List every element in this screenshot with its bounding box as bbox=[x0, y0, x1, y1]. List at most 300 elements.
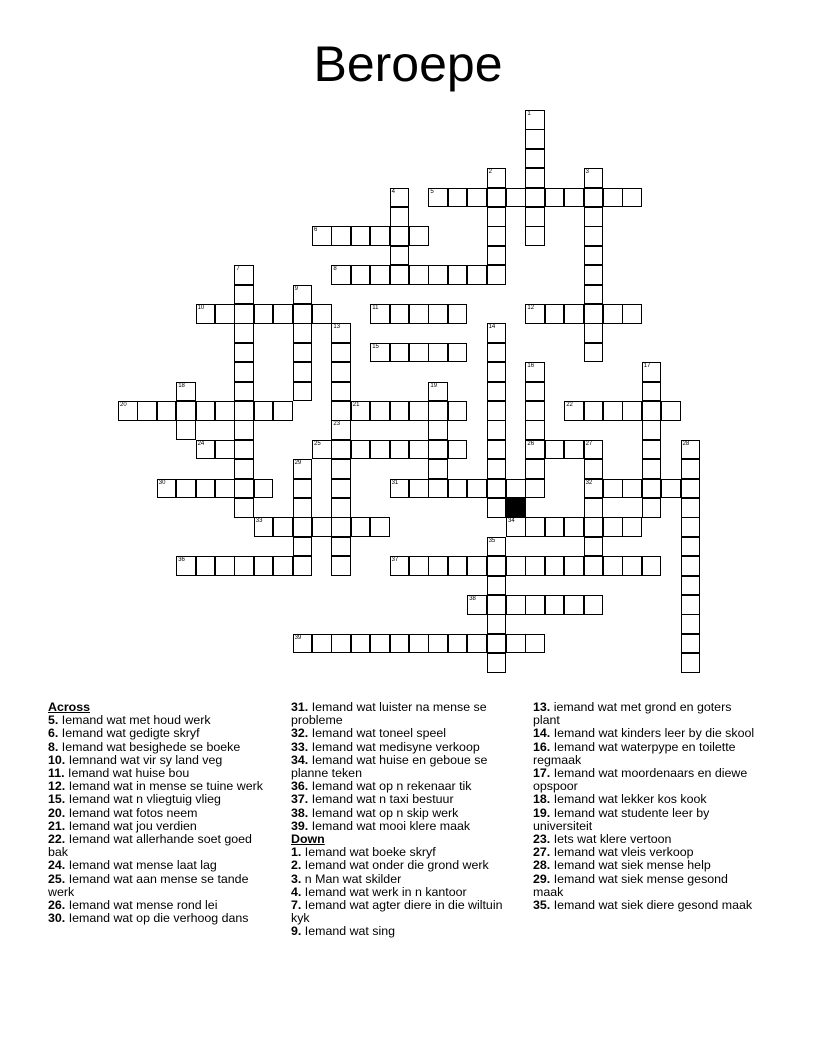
cell-number: 25 bbox=[314, 440, 321, 447]
grid-cell[interactable] bbox=[525, 188, 545, 208]
grid-cell[interactable] bbox=[525, 304, 545, 324]
grid-cell[interactable] bbox=[293, 382, 313, 402]
grid-cell[interactable] bbox=[176, 382, 196, 402]
grid-cell[interactable] bbox=[428, 479, 448, 499]
grid-cell[interactable] bbox=[467, 634, 487, 654]
grid-cell[interactable] bbox=[448, 188, 468, 208]
grid-cell[interactable] bbox=[370, 265, 390, 285]
grid-cell[interactable] bbox=[409, 304, 429, 324]
grid-cell[interactable] bbox=[157, 479, 177, 499]
grid-cell[interactable] bbox=[584, 265, 604, 285]
clue-text: Iemand wat boeke skryf bbox=[304, 845, 436, 860]
grid-cell[interactable] bbox=[506, 556, 526, 576]
grid-cell[interactable] bbox=[642, 401, 662, 421]
grid-cell[interactable] bbox=[254, 556, 274, 576]
grid-cell[interactable] bbox=[370, 304, 390, 324]
grid-cell[interactable] bbox=[584, 343, 604, 363]
grid-cell[interactable] bbox=[351, 401, 371, 421]
grid-cell[interactable] bbox=[661, 401, 681, 421]
grid-cell[interactable] bbox=[545, 556, 565, 576]
grid-cell[interactable] bbox=[448, 479, 468, 499]
grid-cell[interactable] bbox=[642, 556, 662, 576]
grid-cell[interactable] bbox=[390, 401, 410, 421]
grid-cell[interactable] bbox=[273, 556, 293, 576]
grid-cell[interactable] bbox=[525, 362, 545, 382]
grid-cell[interactable] bbox=[545, 304, 565, 324]
grid-cell[interactable] bbox=[506, 479, 526, 499]
grid-cell[interactable] bbox=[525, 420, 545, 440]
clue-number: 12. bbox=[48, 779, 66, 794]
grid-cell[interactable] bbox=[370, 634, 390, 654]
grid-cell[interactable] bbox=[331, 479, 351, 499]
grid-cell[interactable] bbox=[390, 246, 410, 266]
across-clue-list-a bbox=[48, 714, 273, 925]
clue-text: Iemnand wat vir sy land veg bbox=[68, 752, 223, 767]
grid-cell[interactable] bbox=[196, 556, 216, 576]
grid-cell[interactable] bbox=[622, 479, 642, 499]
grid-cell[interactable] bbox=[681, 440, 701, 460]
grid-cell[interactable] bbox=[642, 362, 662, 382]
grid-cell[interactable] bbox=[428, 556, 448, 576]
grid-cell[interactable] bbox=[487, 634, 507, 654]
grid-cell[interactable] bbox=[642, 440, 662, 460]
clue-number: 3. bbox=[291, 871, 302, 886]
grid-cell[interactable] bbox=[642, 382, 662, 402]
grid-cell[interactable] bbox=[409, 343, 429, 363]
grid-cell[interactable] bbox=[584, 188, 604, 208]
grid-cell[interactable] bbox=[487, 323, 507, 343]
grid-cell[interactable] bbox=[564, 188, 584, 208]
grid-cell[interactable] bbox=[234, 265, 254, 285]
clue-text: Iets wat klere vertoon bbox=[553, 832, 672, 847]
grid-cell[interactable] bbox=[370, 226, 390, 246]
grid-cell[interactable] bbox=[564, 304, 584, 324]
grid-cell[interactable] bbox=[390, 479, 410, 499]
cell-number: 30 bbox=[158, 479, 166, 486]
clues-column-2 bbox=[291, 701, 513, 939]
grid-cell[interactable] bbox=[622, 304, 642, 324]
grid-cell[interactable] bbox=[681, 479, 701, 499]
grid-cell[interactable] bbox=[525, 595, 545, 615]
grid-cell[interactable] bbox=[215, 440, 235, 460]
grid-cell[interactable] bbox=[487, 459, 507, 479]
grid-cell[interactable] bbox=[234, 479, 254, 499]
grid-cell[interactable] bbox=[642, 479, 662, 499]
grid-cell[interactable] bbox=[409, 226, 429, 246]
grid-cell[interactable] bbox=[176, 479, 196, 499]
grid-cell[interactable] bbox=[525, 382, 545, 402]
grid-cell[interactable] bbox=[390, 634, 410, 654]
grid-cell[interactable] bbox=[584, 401, 604, 421]
clue-text: Iemand wat onder die grond werk bbox=[304, 858, 489, 873]
grid-cell[interactable] bbox=[351, 226, 371, 246]
grid-cell[interactable] bbox=[331, 459, 351, 479]
grid-cell[interactable] bbox=[234, 498, 254, 518]
grid-cell[interactable] bbox=[331, 226, 351, 246]
grid-cell[interactable] bbox=[545, 440, 565, 460]
grid-cell[interactable] bbox=[215, 556, 235, 576]
grid-cell[interactable] bbox=[525, 149, 545, 169]
grid-cell[interactable] bbox=[467, 265, 487, 285]
grid-cell[interactable] bbox=[467, 188, 487, 208]
grid-cell[interactable] bbox=[603, 188, 623, 208]
clue-text: Iemand wat lekker kos kook bbox=[553, 792, 707, 807]
grid-cell[interactable] bbox=[448, 556, 468, 576]
grid-cell[interactable] bbox=[487, 595, 507, 615]
grid-cell[interactable] bbox=[603, 479, 623, 499]
grid-cell[interactable] bbox=[681, 614, 701, 634]
grid-cell[interactable] bbox=[234, 343, 254, 363]
grid-cell[interactable] bbox=[584, 459, 604, 479]
grid-cell[interactable] bbox=[331, 401, 351, 421]
grid-cell[interactable] bbox=[525, 479, 545, 499]
grid-cell[interactable] bbox=[351, 440, 371, 460]
grid-cell[interactable] bbox=[331, 323, 351, 343]
grid-cell[interactable] bbox=[196, 304, 216, 324]
grid-cell[interactable] bbox=[584, 479, 604, 499]
grid-cell[interactable] bbox=[428, 634, 448, 654]
grid-cell[interactable] bbox=[390, 226, 410, 246]
grid-cell[interactable] bbox=[487, 537, 507, 557]
grid-cell[interactable] bbox=[584, 246, 604, 266]
grid-cell[interactable] bbox=[390, 188, 410, 208]
grid-cell[interactable] bbox=[351, 517, 371, 537]
grid-cell[interactable] bbox=[312, 634, 332, 654]
grid-cell[interactable] bbox=[681, 653, 701, 673]
grid-cell[interactable] bbox=[428, 401, 448, 421]
grid-cell[interactable] bbox=[448, 401, 468, 421]
grid-cell[interactable] bbox=[448, 343, 468, 363]
down-clue-list-a bbox=[291, 846, 513, 938]
grid-cell[interactable] bbox=[564, 517, 584, 537]
grid-cell[interactable] bbox=[584, 595, 604, 615]
clue-text: Iemand wat siek mense help bbox=[553, 858, 711, 873]
grid-cell[interactable] bbox=[390, 556, 410, 576]
grid-cell[interactable] bbox=[642, 420, 662, 440]
grid-cell[interactable] bbox=[525, 440, 545, 460]
grid-cell[interactable] bbox=[176, 420, 196, 440]
grid-cell[interactable] bbox=[584, 304, 604, 324]
clue-number: 23. bbox=[533, 832, 551, 847]
clue-text: Iemand wat gedigte skryf bbox=[61, 726, 200, 741]
grid-cell[interactable] bbox=[487, 343, 507, 363]
clue-text: Iemand wat siek mense gesond maak bbox=[533, 871, 728, 899]
grid-cell[interactable] bbox=[681, 459, 701, 479]
grid-cell[interactable] bbox=[293, 459, 313, 479]
clue-text: Iemand wat medisyne verkoop bbox=[311, 739, 480, 754]
grid-cell[interactable] bbox=[234, 401, 254, 421]
grid-cell[interactable] bbox=[390, 343, 410, 363]
grid-cell[interactable] bbox=[409, 479, 429, 499]
grid-cell[interactable] bbox=[525, 168, 545, 188]
page-title: Beroepe bbox=[313, 36, 503, 92]
grid-cell[interactable] bbox=[642, 498, 662, 518]
grid-cell[interactable] bbox=[487, 246, 507, 266]
grid-cell[interactable] bbox=[312, 304, 332, 324]
grid-cell[interactable] bbox=[584, 556, 604, 576]
clue-number: 31. bbox=[291, 700, 309, 714]
grid-cell[interactable] bbox=[448, 634, 468, 654]
grid-cell[interactable] bbox=[196, 479, 216, 499]
grid-cell[interactable] bbox=[176, 401, 196, 421]
grid-cell[interactable] bbox=[409, 265, 429, 285]
grid-cell[interactable] bbox=[428, 420, 448, 440]
grid-cell[interactable] bbox=[584, 226, 604, 246]
grid-cell[interactable] bbox=[331, 265, 351, 285]
cell-number: 32 bbox=[585, 479, 593, 486]
grid-cell[interactable] bbox=[254, 401, 274, 421]
grid-cell[interactable] bbox=[234, 323, 254, 343]
grid-cell[interactable] bbox=[448, 304, 468, 324]
grid-cell[interactable] bbox=[390, 440, 410, 460]
cell-number: 16 bbox=[527, 363, 535, 370]
grid-cell[interactable] bbox=[176, 556, 196, 576]
grid-cell[interactable] bbox=[584, 517, 604, 537]
across-clue bbox=[48, 912, 273, 925]
grid-cell[interactable] bbox=[293, 479, 313, 499]
cell-number: 36 bbox=[178, 557, 185, 564]
grid-cell[interactable] bbox=[525, 401, 545, 421]
grid-cell[interactable] bbox=[487, 420, 507, 440]
grid-cell[interactable] bbox=[234, 304, 254, 324]
grid-cell[interactable] bbox=[681, 537, 701, 557]
grid-cell[interactable] bbox=[467, 479, 487, 499]
across-clue bbox=[291, 701, 513, 727]
grid-cell[interactable] bbox=[487, 614, 507, 634]
clue-number: 33. bbox=[291, 739, 309, 754]
grid-cell[interactable] bbox=[525, 110, 545, 130]
grid-cell[interactable] bbox=[622, 188, 642, 208]
grid-cell[interactable] bbox=[681, 556, 701, 576]
grid-cell[interactable] bbox=[545, 188, 565, 208]
grid-cell[interactable] bbox=[487, 226, 507, 246]
grid-cell[interactable] bbox=[215, 479, 235, 499]
clue-text: Iemand wat op n skip werk bbox=[311, 805, 459, 820]
grid-cell[interactable] bbox=[331, 420, 351, 440]
grid-cell[interactable] bbox=[661, 479, 681, 499]
grid-cell[interactable] bbox=[487, 440, 507, 460]
grid-cell[interactable] bbox=[428, 382, 448, 402]
grid-cell[interactable] bbox=[331, 382, 351, 402]
grid-cell[interactable] bbox=[196, 401, 216, 421]
grid-cell[interactable] bbox=[525, 634, 545, 654]
grid-cell[interactable] bbox=[331, 362, 351, 382]
grid-cell[interactable] bbox=[293, 517, 313, 537]
grid-cell[interactable] bbox=[428, 343, 448, 363]
grid-cell[interactable] bbox=[331, 537, 351, 557]
grid-cell[interactable] bbox=[642, 459, 662, 479]
grid-cell[interactable] bbox=[487, 401, 507, 421]
clue-text: Iemand wat allerhande soet goed bak bbox=[48, 832, 252, 860]
grid-cell[interactable] bbox=[331, 556, 351, 576]
grid-cell[interactable] bbox=[467, 595, 487, 615]
grid-cell[interactable] bbox=[293, 343, 313, 363]
clue-number: 35. bbox=[533, 898, 551, 913]
grid-cell[interactable] bbox=[681, 634, 701, 654]
cell-number: 23 bbox=[333, 421, 341, 428]
grid-cell[interactable] bbox=[525, 459, 545, 479]
grid-cell[interactable] bbox=[273, 304, 293, 324]
grid-cell[interactable] bbox=[584, 168, 604, 188]
grid-cell[interactable] bbox=[370, 401, 390, 421]
grid-cell[interactable] bbox=[137, 401, 157, 421]
clue-number: 29. bbox=[533, 871, 551, 886]
grid-cell[interactable] bbox=[312, 440, 332, 460]
grid-cell[interactable] bbox=[390, 207, 410, 227]
grid-cell[interactable] bbox=[351, 634, 371, 654]
grid-cell[interactable] bbox=[428, 304, 448, 324]
grid-cell[interactable] bbox=[622, 517, 642, 537]
grid-cell[interactable] bbox=[428, 440, 448, 460]
grid-cell[interactable] bbox=[525, 556, 545, 576]
grid-cell[interactable] bbox=[448, 440, 468, 460]
grid-cell[interactable] bbox=[487, 556, 507, 576]
grid-cell[interactable] bbox=[390, 304, 410, 324]
grid-cell[interactable] bbox=[681, 595, 701, 615]
clue-text: Iemand wat met houd werk bbox=[61, 713, 211, 728]
grid-cell[interactable] bbox=[545, 517, 565, 537]
clue-text: Iemand wat luister na mense se probleme bbox=[291, 700, 487, 728]
grid-cell[interactable] bbox=[603, 304, 623, 324]
grid-cell[interactable] bbox=[584, 323, 604, 343]
grid-cell[interactable] bbox=[409, 634, 429, 654]
grid-cell[interactable] bbox=[545, 595, 565, 615]
grid-cell[interactable] bbox=[118, 401, 138, 421]
clue-number: 10. bbox=[48, 752, 66, 767]
grid-cell[interactable] bbox=[196, 440, 216, 460]
grid-cell[interactable] bbox=[293, 304, 313, 324]
grid-cell[interactable] bbox=[409, 401, 429, 421]
grid-cell[interactable] bbox=[215, 304, 235, 324]
grid-cell[interactable] bbox=[351, 265, 371, 285]
clue-text: Iemand wat mooi klere maak bbox=[311, 818, 471, 833]
grid-cell[interactable] bbox=[564, 595, 584, 615]
grid-cell[interactable] bbox=[331, 343, 351, 363]
grid-cell[interactable] bbox=[603, 556, 623, 576]
grid-cell[interactable] bbox=[564, 401, 584, 421]
grid-cell[interactable] bbox=[234, 440, 254, 460]
grid-cell[interactable] bbox=[234, 285, 254, 305]
grid-cell[interactable] bbox=[331, 634, 351, 654]
grid-cell[interactable] bbox=[525, 517, 545, 537]
clue-text: Iemand wat op die verhoog dans bbox=[68, 911, 249, 926]
grid-cell[interactable] bbox=[331, 440, 351, 460]
grid-cell[interactable] bbox=[603, 401, 623, 421]
grid-cell[interactable] bbox=[254, 517, 274, 537]
grid-cell[interactable] bbox=[293, 498, 313, 518]
grid-cell[interactable] bbox=[312, 226, 332, 246]
grid-cell[interactable] bbox=[370, 440, 390, 460]
grid-cell[interactable] bbox=[584, 285, 604, 305]
grid-cell[interactable] bbox=[273, 401, 293, 421]
clue-text: Iemand wat werk in n kantoor bbox=[304, 884, 467, 899]
grid-cell[interactable] bbox=[254, 304, 274, 324]
grid-cell[interactable] bbox=[487, 653, 507, 673]
grid-cell[interactable] bbox=[428, 265, 448, 285]
grid-cell[interactable] bbox=[293, 556, 313, 576]
grid-cell[interactable] bbox=[487, 168, 507, 188]
grid-cell[interactable] bbox=[293, 537, 313, 557]
grid-cell[interactable] bbox=[622, 401, 642, 421]
grid-cell[interactable] bbox=[506, 595, 526, 615]
grid-cell[interactable] bbox=[157, 401, 177, 421]
grid-cell[interactable] bbox=[584, 498, 604, 518]
grid-cell[interactable] bbox=[525, 207, 545, 227]
clue-text: Iemand wat studente leer by universiteit bbox=[533, 805, 710, 833]
grid-cell[interactable] bbox=[293, 323, 313, 343]
grid-cell[interactable] bbox=[312, 517, 332, 537]
grid-cell[interactable] bbox=[584, 537, 604, 557]
grid-cell[interactable] bbox=[234, 420, 254, 440]
grid-cell[interactable] bbox=[487, 207, 507, 227]
grid-cell[interactable] bbox=[370, 343, 390, 363]
grid-cell[interactable] bbox=[487, 382, 507, 402]
grid-cell[interactable] bbox=[487, 362, 507, 382]
clue-number: 32. bbox=[291, 726, 309, 741]
grid-cell[interactable] bbox=[487, 265, 507, 285]
grid-cell[interactable] bbox=[215, 401, 235, 421]
grid-cell[interactable] bbox=[293, 362, 313, 382]
grid-cell[interactable] bbox=[293, 634, 313, 654]
grid-cell[interactable] bbox=[331, 517, 351, 537]
clue-number: 30. bbox=[48, 911, 66, 926]
clue-text: Iemand wat kinders leer by die skool bbox=[553, 726, 755, 741]
grid-cell[interactable] bbox=[234, 362, 254, 382]
grid-cell[interactable] bbox=[564, 556, 584, 576]
grid-cell[interactable] bbox=[409, 556, 429, 576]
grid-cell[interactable] bbox=[390, 265, 410, 285]
grid-cell[interactable] bbox=[506, 517, 526, 537]
grid-cell[interactable] bbox=[254, 479, 274, 499]
grid-cell[interactable] bbox=[293, 285, 313, 305]
cell-number: 39 bbox=[294, 634, 302, 641]
grid-cell[interactable] bbox=[487, 576, 507, 596]
clue-number: 6. bbox=[48, 726, 59, 741]
grid-cell[interactable] bbox=[370, 517, 390, 537]
grid-cell[interactable] bbox=[681, 498, 701, 518]
grid-cell[interactable] bbox=[273, 517, 293, 537]
grid-cell[interactable] bbox=[506, 188, 526, 208]
grid-cell[interactable] bbox=[525, 226, 545, 246]
clues-column-1 bbox=[48, 701, 273, 925]
grid-cell[interactable] bbox=[331, 498, 351, 518]
grid-cell[interactable] bbox=[428, 459, 448, 479]
grid-cell[interactable] bbox=[487, 498, 507, 518]
clue-number: 26. bbox=[48, 898, 66, 913]
grid-cell[interactable] bbox=[506, 634, 526, 654]
grid-cell[interactable] bbox=[487, 479, 507, 499]
grid-cell[interactable] bbox=[448, 265, 468, 285]
grid-cell[interactable] bbox=[564, 440, 584, 460]
grid-cell[interactable] bbox=[681, 576, 701, 596]
grid-cell[interactable] bbox=[409, 440, 429, 460]
grid-cell[interactable] bbox=[487, 188, 507, 208]
grid-cell[interactable] bbox=[428, 188, 448, 208]
clue-number: 28. bbox=[533, 858, 551, 873]
grid-cell[interactable] bbox=[234, 459, 254, 479]
cell-number: 38 bbox=[469, 596, 476, 602]
grid-cell[interactable] bbox=[603, 517, 623, 537]
grid-cell[interactable] bbox=[467, 556, 487, 576]
cell-number: 5 bbox=[430, 188, 434, 195]
grid-cell[interactable] bbox=[622, 556, 642, 576]
grid-cell[interactable] bbox=[681, 517, 701, 537]
grid-cell[interactable] bbox=[234, 382, 254, 402]
grid-cell[interactable] bbox=[584, 207, 604, 227]
grid-cell[interactable] bbox=[234, 556, 254, 576]
grid-cell[interactable] bbox=[525, 129, 545, 149]
grid-cell[interactable] bbox=[584, 440, 604, 460]
